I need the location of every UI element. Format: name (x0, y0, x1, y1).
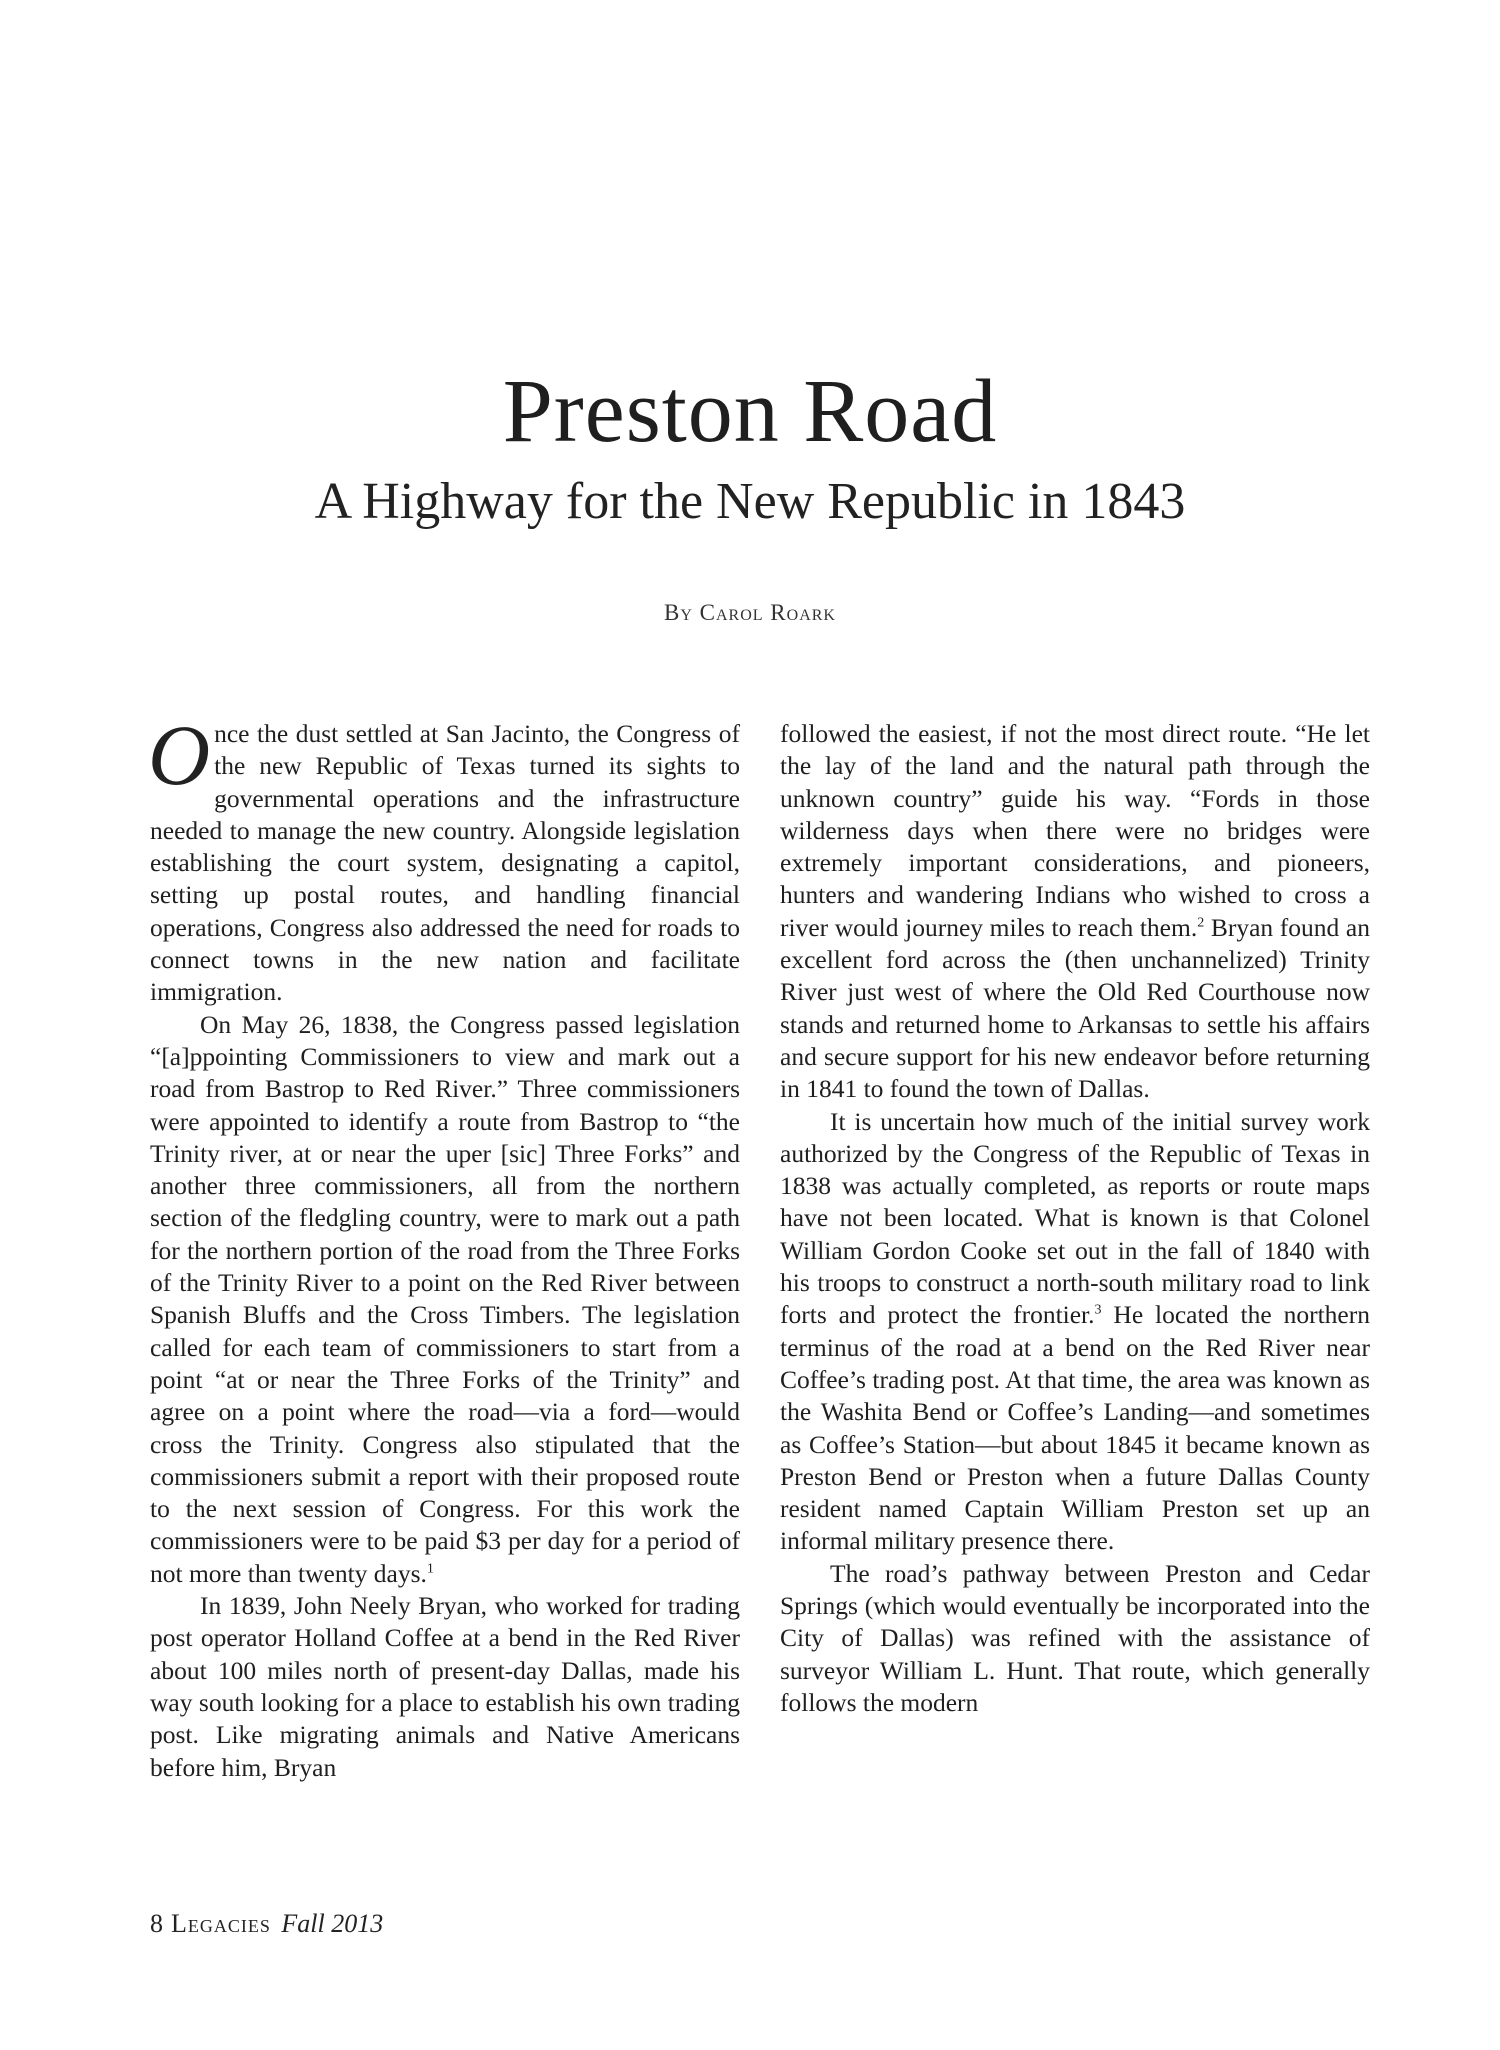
paragraph (780, 1558, 1370, 1719)
drop-cap: O (148, 707, 211, 803)
page-number: 8 (150, 1909, 163, 1938)
article-subtitle: A Highway for the New Republic in 1843 (314, 473, 1186, 530)
right-column (780, 718, 1370, 1719)
footnote-ref: 1 (426, 1561, 434, 1577)
page-footer (150, 1908, 383, 1940)
paragraph-text: It is uncertain how much of the initial survey work authorized by the Congress of the Republic of Texas in 1838 was actually completed, as reports or route maps have not been located. What is known is that Colonel William Gordon Cooke set out in the fall of 1840 with his troops to construct a north-south military road to link forts and protect the frontier. (780, 1106, 1370, 1330)
paragraph-text: On May 26, 1838, the Congress passed legislation “[a]ppointing Commissioners to view and mark out a road from Bastrop to Red River.” Three commissioners were appointed to identify a route from Bastrop to “the Trinity river, at or near the uper [sic] Three Forks” and another three commissioners, all from the northern section of the fledgling country, were to mark out a path for the northern portion of the road from the Three Forks of the Trinity River to a point on the Red River between Spanish Bluffs and the Cross Timbers. The legislation called for each team of commissioners to start from a point “at or near the Three Forks of the Trinity” and agree on a point where the road—via a ford—would cross the Trinity. Congress also stipulated that the commissioners submit a report with their proposed route to the next session of Congress. For this work the commissioners were to be paid $3 per day for a period of not more than twenty days. (150, 1009, 740, 1588)
paragraph-text: followed the easiest, if not the most direct route. “He let the lay of the land and the natural path through the unknown country” guide his way. “Fords in those wilderness days when there were no bridges were extremely important considerations, and pioneers, hunters and wandering Indians who wished to cross a river would journey miles to reach them. (780, 719, 1370, 942)
byline: By Carol Roark (664, 600, 836, 625)
paragraph-text: The road’s pathway between Preston and Cedar Springs (which would eventually be incorporated into the City of Dallas) was refined with the assistance of surveyor William L. Hunt. That route, which generally follows the modern (780, 1558, 1370, 1717)
footnote-ref: 2 (1197, 915, 1205, 931)
paragraph-text: nce the dust settled at San Jacinto, the Congress of the new Republic of Texas turned its sights to governmental operations and the infrastructure needed to manage the new country. Alongside legislation establishing the court system, designating a capitol, setting up postal routes, and handling financial operations, Congress also addressed the need for roads to connect towns in the new nation and facilitate immigration. (150, 719, 740, 1007)
paragraph-text: Bryan found an excellent ford across the (then unchannelized) Trinity River just west of where the Old Red Courthouse now stands and returned home to Arkansas to settle his affairs and secure support for his new endeavor before returning in 1841 to found the town of Dallas. (780, 912, 1370, 1104)
paragraph (780, 1106, 1370, 1558)
article-title: Preston Road (502, 362, 998, 461)
left-column (148, 707, 740, 1784)
paragraph (780, 718, 1370, 1106)
paragraph (150, 1009, 740, 1590)
paragraph (150, 1590, 740, 1784)
journal-name: Legacies (171, 1909, 271, 1938)
paragraph (148, 707, 740, 1009)
paragraph-text: He located the northern terminus of the road at a bend on the Red River near Coffee’s trading post. At that time, the area was known as the Washita Bend or Coffee’s Landing—and sometimes as Coffee’s Station—but about 1845 it became known as Preston Bend or Preston when a future Dallas County resident named Captain William Preston set up an informal military presence there. (780, 1300, 1370, 1556)
footnote-ref: 3 (1094, 1302, 1102, 1318)
issue-label: Fall 2013 (281, 1909, 384, 1938)
paragraph-text: In 1839, John Neely Bryan, who worked for trading post operator Holland Coffee at a bend in the Red River about 100 miles north of present-day Dallas, made his way south looking for a place to establish his own trading post. Like migrating animals and Native Americans before him, Bryan (150, 1591, 740, 1782)
